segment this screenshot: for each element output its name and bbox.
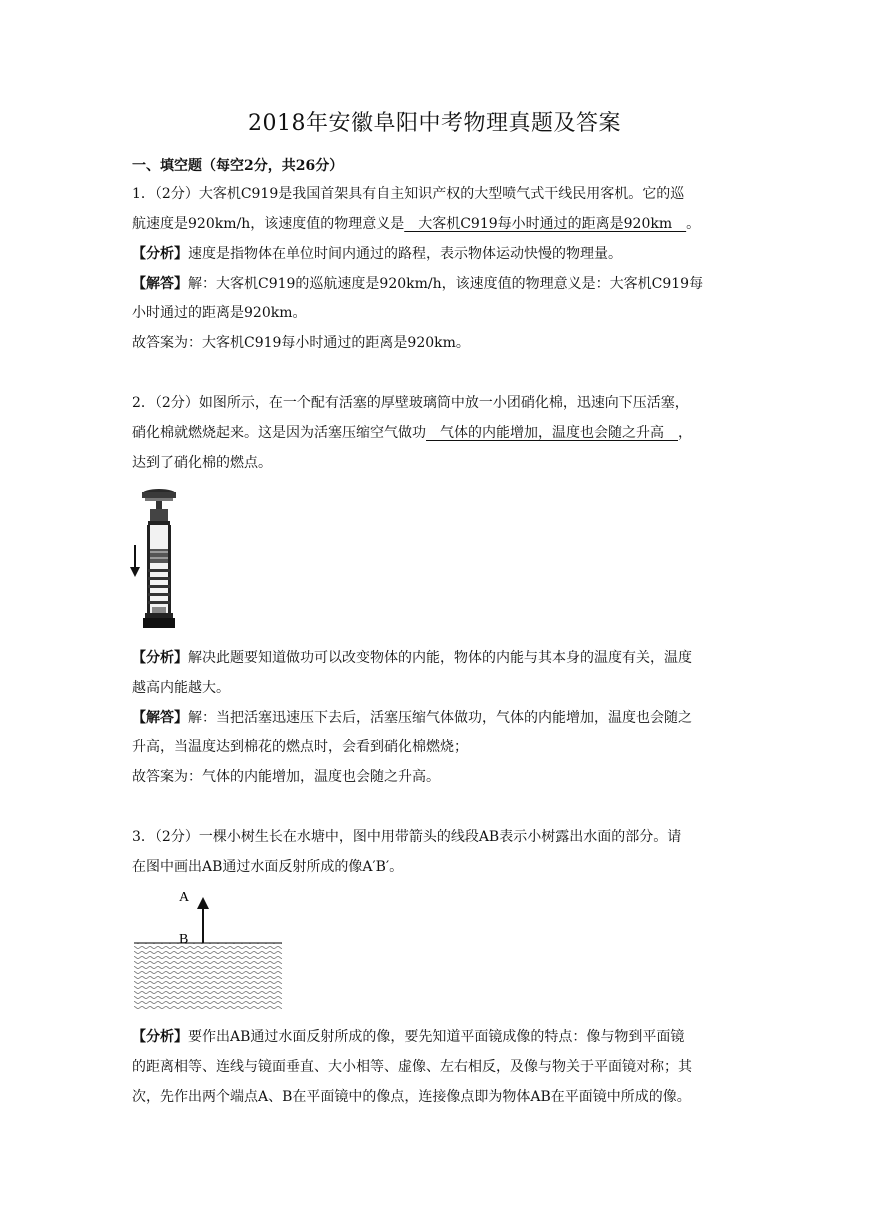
q3-analysis bbox=[132, 1027, 744, 1047]
q1-line1: 1．（2分）大客机C919是我国首架具有自主知识产权的大型喷气式干线民用客机。它的巡 bbox=[132, 186, 685, 202]
q2-line2-end: ， bbox=[678, 425, 692, 441]
q1-analysis-tag: 【分析】 bbox=[132, 246, 188, 262]
label-b: B bbox=[179, 932, 189, 947]
q1-line2-text: 航速度是920km/h，该速度值的物理意义是 bbox=[132, 216, 405, 232]
q3-line1: 3．（2分）一棵小树生长在水塘中，图中用带箭头的线段AB表示小树露出水面的部分。请 bbox=[132, 829, 682, 845]
q2-line2 bbox=[132, 423, 744, 443]
q1-solution-text: 解：大客机C919的巡航速度是920km/h，该速度值的物理意义是：大客机C919每 bbox=[188, 276, 704, 292]
q2-analysis-tag: 【分析】 bbox=[132, 650, 188, 666]
q1-solution-tag: 【解答】 bbox=[132, 276, 188, 292]
q1-answer-blank: 大客机C919每小时通过的距离是920km bbox=[404, 216, 687, 232]
q2-answer-blank: 气体的内能增加，温度也会随之升高 bbox=[426, 425, 678, 441]
tree-water-figure bbox=[132, 885, 284, 1015]
q2-analysis-line2: 越高内能越大。 bbox=[132, 680, 230, 696]
q2-line2-text: 硝化棉就燃烧起来。这是因为活塞压缩空气做功 bbox=[132, 425, 426, 441]
q2-line3: 达到了硝化棉的燃点。 bbox=[132, 455, 272, 471]
q2-solution-line2: 升高，当温度达到棉花的燃点时，会看到硝化棉燃烧； bbox=[132, 739, 468, 755]
arrow-head-icon bbox=[197, 897, 209, 909]
q1-solution-line2: 小时通过的距离是920km。 bbox=[132, 305, 307, 321]
section-heading: 一、填空题（每空2分，共26分） bbox=[132, 158, 344, 174]
q2-answer: 故答案为：气体的内能增加，温度也会随之升高。 bbox=[132, 769, 440, 785]
q1-analysis-text: 速度是指物体在单位时间内通过的路程，表示物体运动快慢的物理量。 bbox=[188, 246, 622, 262]
q1-line2 bbox=[132, 214, 744, 234]
q2-solution-text: 解：当把活塞迅速压下去后，活塞压缩气体做功，气体的内能增加，温度也会随之 bbox=[188, 710, 692, 726]
q2-analysis bbox=[132, 648, 744, 668]
piston-cylinder-figure bbox=[128, 485, 188, 635]
q3-analysis-line3: 次，先作出两个端点A、B在平面镜中的像点，连接像点即为物体AB在平面镜中所成的像。 bbox=[132, 1089, 691, 1105]
q1-line2-end: 。 bbox=[686, 216, 701, 232]
q1-analysis bbox=[132, 244, 744, 264]
q1-solution bbox=[132, 274, 744, 294]
q3-analysis-line2: 的距离相等、连线与镜面垂直、大小相等、虚像、左右相反，及像与物关于平面镜对称；其 bbox=[132, 1059, 692, 1075]
q2-line1: 2．（2分）如图所示，在一个配有活塞的厚壁玻璃筒中放一小团硝化棉，迅速向下压活塞， bbox=[132, 395, 689, 411]
q2-solution bbox=[132, 708, 744, 728]
q3-line2: 在图中画出AB通过水面反射所成的像A′B′。 bbox=[132, 859, 404, 875]
q2-analysis-text: 解决此题要知道做功可以改变物体的内能，物体的内能与其本身的温度有关，温度 bbox=[188, 650, 692, 666]
q2-solution-tag: 【解答】 bbox=[132, 710, 188, 726]
label-a: A bbox=[179, 890, 190, 905]
q3-analysis-text: 要作出AB通过水面反射所成的像，要先知道平面镜成像的特点：像与物到平面镜 bbox=[188, 1029, 685, 1045]
q3-analysis-tag: 【分析】 bbox=[132, 1029, 188, 1045]
q1-answer: 故答案为：大客机C919每小时通过的距离是920km。 bbox=[132, 335, 470, 351]
page-title: 2018年安徽阜阳中考物理真题及答案 bbox=[248, 111, 621, 136]
water-area bbox=[134, 943, 282, 1009]
